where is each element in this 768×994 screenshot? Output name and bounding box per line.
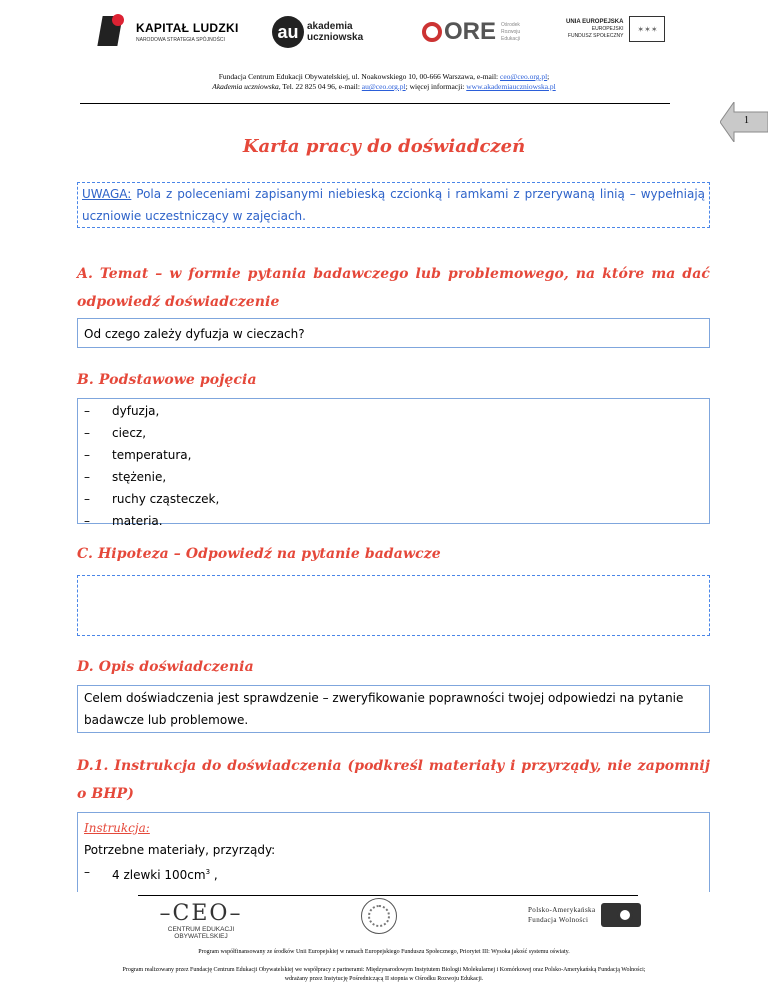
- au-line2: uczniowska: [307, 32, 364, 43]
- au-email-link[interactable]: au@ceo.org.pl: [361, 82, 406, 91]
- kapital-ludzki-mark-icon: [100, 14, 130, 50]
- ceo-name: CENTRUM EDUKACJI OBYWATELSKIEJ: [167, 926, 235, 940]
- pafw-line1: Polsko-Amerykańska: [528, 906, 596, 914]
- section-d-heading: D. Opis doświadczenia: [77, 659, 254, 675]
- au-website-link[interactable]: www.akademiauczniowska.pl: [466, 82, 556, 91]
- list-item: – dyfuzja,: [84, 404, 160, 418]
- header-contact-line: Akademia uczniowska, Tel. 22 825 04 96, e-mail: au@ceo.org.pl; więcej informacji: www.akademiauczniowska.pl: [212, 82, 556, 91]
- ue-line2: EUROPEJSKI: [591, 25, 624, 32]
- list-item: – 4 zlewki $100cm^3$ ,: [84, 865, 218, 882]
- au-mark: au: [272, 16, 304, 48]
- section-a-content: Od czego zależy dyfuzja w cieczach?: [84, 327, 305, 341]
- list-item: – ciecz,: [84, 426, 147, 440]
- notice-label: UWAGA:: [82, 187, 132, 201]
- section-b-box: [77, 398, 710, 528]
- section-c-heading: C. Hipoteza – Odpowiedź na pytanie badawcze: [77, 546, 441, 562]
- list-item: – stężenie,: [84, 470, 167, 484]
- list-item: – materia.: [84, 514, 163, 528]
- section-d1-heading: D.1. Instrukcja do doświadczenia (podkreśl materiały i przyrządy, nie zapomnij o BHP): [77, 758, 710, 802]
- ore-mark: ORE: [444, 18, 497, 45]
- section-d1-box: [77, 812, 710, 892]
- ore-logo: [422, 18, 520, 46]
- instruction-label: Instrukcja:: [84, 821, 150, 835]
- list-item: – temperatura,: [84, 448, 192, 462]
- ore-circle-icon: [422, 22, 442, 42]
- notice-box: [77, 182, 710, 228]
- materials-label: Potrzebne materiały, przyrządy:: [84, 843, 276, 857]
- section-d-content: Celem doświadczenia jest sprawdzenie – zweryfikowanie poprawności twojej odpowiedzi na pytanie badawcze lub problemowe.: [84, 691, 684, 727]
- akademia-uczniowska-logo: [272, 16, 363, 48]
- pafw-line2: Fundacja Wolności: [528, 916, 589, 924]
- au-line1: akademia: [307, 21, 353, 32]
- footer-partners-line: Program realizowany przez Fundację Centrum Edukacji Obywatelskiej we współpracy z partnerami: Międzynarodowym Instytutem Biologii Molekularnej i Komórkowej oraz Polsko-Amerykańską Fundacją Wolności;: [122, 967, 646, 973]
- ceo-email-link[interactable]: ceo@ceo.org.pl: [500, 72, 548, 81]
- pafw-film-icon: [601, 903, 641, 927]
- kapital-ludzki-subtitle: NARODOWA STRATEGIA SPÓJNOŚCI: [136, 37, 225, 43]
- ceo-logo: –CEO– CENTRUM EDUKACJI OBYWATELSKIEJ: [145, 902, 257, 940]
- page-number: 1: [744, 115, 749, 126]
- ore-line1: Ośrodek: [501, 21, 520, 28]
- pafw-logo: [528, 903, 641, 927]
- page-title: Karta pracy do doświadczeń: [242, 136, 526, 157]
- ore-line2: Rozwoju: [501, 28, 521, 35]
- section-a-box: [77, 318, 710, 348]
- ore-line3: Edukacji: [501, 35, 520, 42]
- header-rule: [80, 103, 670, 104]
- ue-line1: UNIA EUROPEJSKA: [566, 18, 624, 25]
- kapital-ludzki-logo: [100, 14, 239, 50]
- section-b-heading: B. Podstawowe pojęcia: [77, 372, 257, 388]
- ceo-mark: CEO: [172, 901, 230, 926]
- header-address-line: Fundacja Centrum Edukacji Obywatelskiej, ul. Noakowskiego 10, 00-666 Warszawa, e-mail: ceo@ceo.org.pl;: [218, 72, 550, 81]
- ue-line3: FUNDUSZ SPOŁECZNY: [567, 32, 624, 39]
- hypothesis-answer-field[interactable]: [77, 575, 710, 636]
- ue-logo: [566, 16, 665, 42]
- footer-implementation-line: wdrażany przez Instytucję Pośredniczącą II stopnia w Ośrodku Rozwoju Edukacji.: [284, 976, 484, 982]
- section-d-box: [77, 685, 710, 733]
- kapital-ludzki-name: KAPITAŁ LUDZKI: [136, 21, 239, 35]
- eu-flag-icon: ✶✶✶: [629, 16, 665, 42]
- iimcb-seal-icon: [361, 898, 397, 934]
- footer-rule: [138, 895, 638, 896]
- section-a-heading: A. Temat – w formie pytania badawczego lub problemowego, na które ma dać odpowiedź doświadczenie: [77, 266, 710, 310]
- notice-text: Pola z poleceniami zapisanymi niebieską czcionką i ramkami z przerywaną linią – wypełniają uczniowie uczestniczący w zajęciach.: [82, 187, 705, 223]
- footer-funding-line: Program współfinansowany ze środków Unii Europejskiej w ramach Europejskiego Funduszu Społecznego, Priorytet III: Wysoka jakość systemu oświaty.: [198, 949, 570, 955]
- list-item: – ruchy cząsteczek,: [84, 492, 220, 506]
